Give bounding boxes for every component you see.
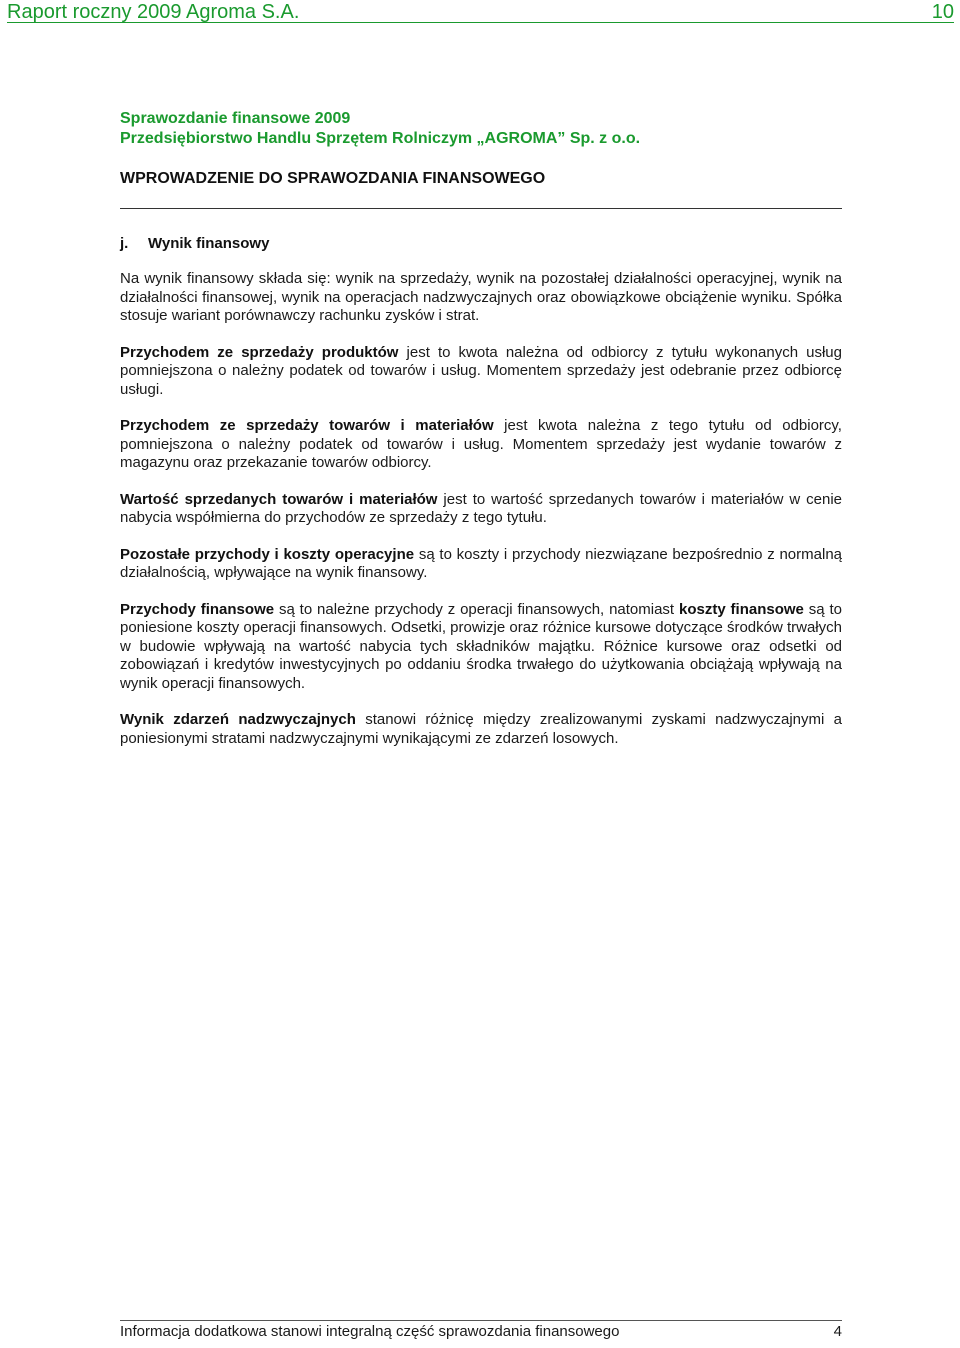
section-letter: j. <box>120 235 129 252</box>
subtitle-line-2: Przedsiębiorstwo Handlu Sprzętem Rolniczym „AGROMA” Sp. z o.o. <box>120 130 641 147</box>
page-footer <box>120 1320 842 1343</box>
report-title: Raport roczny 2009 Agroma S.A. <box>7 1 300 23</box>
paragraph-term: Wartość sprzedanych towarów i materiałów <box>120 490 438 508</box>
document-body <box>120 109 842 748</box>
report-page-number: 10 <box>931 1 954 23</box>
paragraph-term: Pozostałe przychody i koszty operacyjne <box>120 545 415 563</box>
paragraph-text-2: są to poniesione koszty operacji finansowych. Odsetki, prowizje oraz różnice kursowe dotyczące środków trwałych w budowie wpływają na wartość nabycia tych składników majątku. Różnice kursowe oraz odsetki od zobowiązań i kredytów inwestycyjnych po oddaniu środka trwałego do użytkowania obciążają wpływają na wynik operacji finansowych. <box>120 600 842 692</box>
heading-divider <box>120 208 842 209</box>
report-header <box>7 1 954 23</box>
paragraph-financial <box>120 601 842 694</box>
paragraph-result-components <box>120 270 842 326</box>
paragraph-goods-value <box>120 491 842 528</box>
paragraph-term: Przychodem ze sprzedaży produktów <box>120 343 399 361</box>
paragraph-product-revenue <box>120 344 842 400</box>
paragraph-text: są to koszty i przychody niezwiązane bezpośrednio z normalną działalnością, wpływające na wynik finansowy. <box>120 545 842 581</box>
paragraph-text: jest kwota należna z tego tytułu od odbiorcy, pomniejszona o należny podatek od towarów i usług. Momentem sprzedaży jest wydanie towarów z magazynu oraz przekazanie towarów odbiorcy. <box>120 417 842 471</box>
paragraph-text: są to należne przychody z operacji finansowych, natomiast <box>274 600 679 618</box>
paragraph-extraordinary <box>120 711 842 748</box>
paragraph-term-2: koszty finansowe <box>678 600 804 618</box>
paragraph-term: Przychody finansowe <box>120 600 275 618</box>
paragraph-term: Przychodem ze sprzedaży towarów i materiałów <box>120 417 494 434</box>
paragraph-text: Na wynik finansowy składa się: wynik na sprzedaży, wynik na pozostałej działalności operacyjnej, wynik na działalności finansowej, wynik na operacjach nadzwyczajnych oraz obowiązkowe obciążenie wyniku. Spółka stosuje wariant porównawczy rachunku zysków i strat. <box>120 270 842 324</box>
subtitle-line-1: Sprawozdanie finansowe 2009 <box>120 110 351 127</box>
paragraph-text: jest to wartość sprzedanych towarów i materiałów w cenie nabycia współmierna do przychodów ze sprzedaży z tego tytułu. <box>120 490 842 526</box>
paragraph-term: Wynik zdarzeń nadzwyczajnych <box>120 711 356 728</box>
paragraph-other-operating <box>120 546 842 583</box>
paragraph-text: jest to kwota należna od odbiorcy z tytułu wykonanych usług pomniejszona o należny podatek od towarów i usług. Momentem sprzedaży jest odebranie przez odbiorcę usługi. <box>120 343 842 398</box>
intro-heading: WPROWADZENIE DO SPRAWOZDANIA FINANSOWEGO <box>120 170 546 187</box>
footer-note: Informacja dodatkowa stanowi integralną część sprawozdania finansowego <box>120 1323 620 1340</box>
section-title: Wynik finansowy <box>148 235 270 252</box>
section-heading <box>120 234 842 254</box>
paragraph-text: stanowi różnicę między zrealizowanymi zyskami nadzwyczajnymi a poniesionymi stratami nadzwyczajnymi wynikającymi ze zdarzeń losowych. <box>120 711 843 747</box>
footer-page-number: 4 <box>833 1323 842 1340</box>
paragraph-goods-revenue <box>120 417 842 473</box>
